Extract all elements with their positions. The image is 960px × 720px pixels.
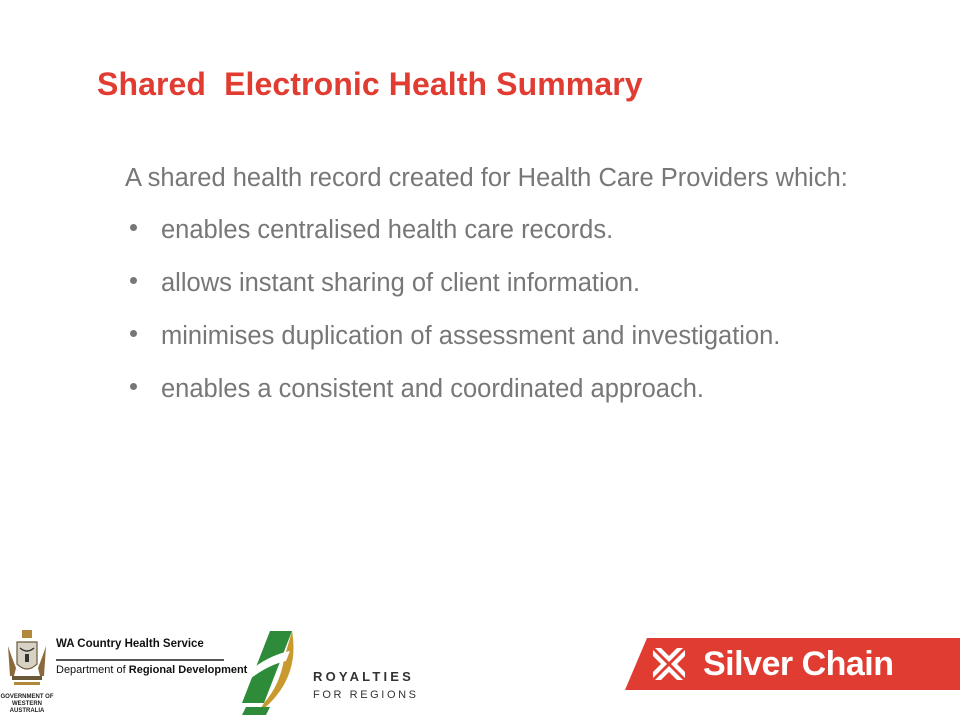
wa-country-health-logo — [0, 628, 248, 718]
slide-title: Shared Electronic Health Summary — [97, 66, 643, 102]
bullet-text: enables a consistent and coordinated approach. — [161, 375, 704, 403]
wa-service-name: WA Country Health Service — [56, 638, 204, 650]
bullet-dot-icon — [130, 330, 137, 337]
royalties-line1: ROYALTIES — [313, 669, 415, 684]
royalties-line2: FOR REGIONS — [313, 689, 419, 701]
bullet-text: allows instant sharing of client information. — [161, 269, 641, 297]
bullet-text: enables centralised health care records. — [161, 216, 614, 244]
bullet-text: minimises duplication of assessment and investigation. — [161, 322, 781, 350]
bullet-dot-icon — [130, 383, 137, 390]
wa-department-name — [56, 664, 247, 676]
wa-govt-caption — [0, 694, 54, 715]
bullet-item — [125, 369, 885, 409]
bullet-list — [125, 210, 885, 409]
logo-footer — [0, 620, 960, 720]
wa-coat-of-arms-icon — [4, 628, 50, 690]
slide-body — [125, 158, 885, 422]
royalties-emblem-icon — [240, 625, 310, 720]
wa-govt-line1: GOVERNMENT OF — [0, 694, 54, 700]
wa-department-prefix: Department of — [56, 664, 129, 676]
silver-chain-logo — [625, 638, 960, 690]
royalties-wordmark — [313, 667, 419, 703]
intro-text: A shared health record created for Health Care Providers which: — [125, 164, 848, 192]
bullet-item — [125, 316, 885, 356]
silver-chain-wordmark: Silver Chain — [703, 645, 894, 683]
wa-govt-line2: WESTERN AUSTRALIA — [9, 701, 45, 714]
bullet-item — [125, 263, 885, 303]
bullet-dot-icon — [130, 277, 137, 284]
wa-department-bold: Regional Development — [128, 664, 248, 676]
bullet-dot-icon — [130, 224, 137, 231]
royalties-for-regions-logo — [240, 625, 440, 720]
bullet-item — [125, 210, 885, 250]
wa-divider — [56, 659, 224, 661]
